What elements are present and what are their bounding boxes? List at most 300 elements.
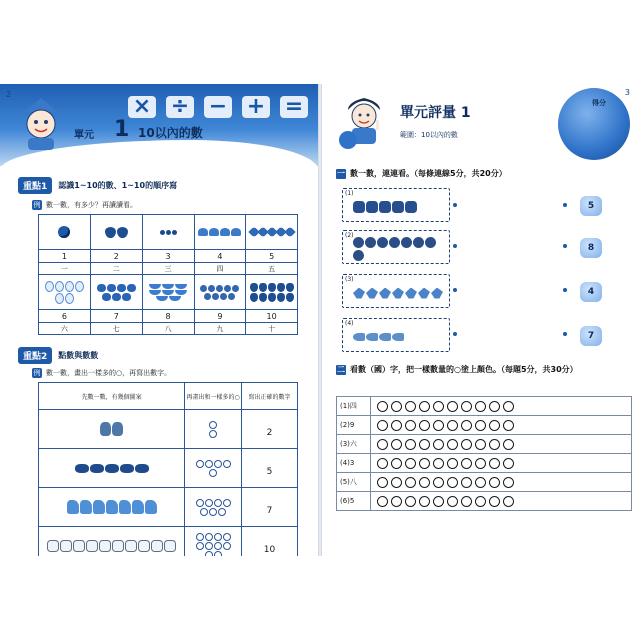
fillable-circle[interactable] [433,420,444,431]
answer-circle [223,542,231,550]
beetle-icon [379,201,391,213]
fillable-circle[interactable] [475,496,486,507]
apple-icon [117,284,126,292]
fillable-circle[interactable] [447,439,458,450]
answer-circle [214,499,222,507]
strawberry-icon [117,227,128,238]
instruction-text: 數一數，畫出一樣多的○，再寫出數字。 [46,369,172,377]
spider-icon [365,237,376,248]
egg-icon [65,293,74,304]
section-1-icon: 一 [337,168,345,178]
fillable-circle[interactable] [391,401,402,412]
row-label: (5)八 [337,473,371,492]
answer-circle [205,551,213,556]
ant-icon [90,464,104,473]
table-row [39,488,298,527]
count-answer: 10 [263,544,276,555]
hanzi-cell: 八 [142,323,194,335]
fillable-circle[interactable] [377,477,388,488]
fillable-circle[interactable] [489,477,500,488]
table-row [39,275,298,310]
plum-icon [232,285,239,292]
circle-group [205,421,221,438]
answer-circle [196,533,204,541]
number-cell: 9 [194,310,246,323]
fillable-circle[interactable] [503,458,514,469]
instruction-text: 數一數，有多少？再讀讀看。 [46,201,137,209]
fillable-circle[interactable] [377,496,388,507]
banana-icon [162,284,174,289]
fillable-circle[interactable] [419,420,430,431]
horse-icon [67,500,79,514]
circle-row [371,397,632,416]
fillable-circle[interactable] [461,496,472,507]
picture-cell-4 [194,215,246,250]
ant-icon [105,464,119,473]
number-cell: 6 [39,310,91,323]
match-dot-right[interactable] [563,244,567,248]
peach-icon [231,228,241,236]
column-header: 寫出正確的數字 [241,383,297,410]
banana-icon [162,290,174,295]
match-label: (3) [345,276,354,283]
spider-icon [401,237,412,248]
unit-title: 10以內的數 [138,126,203,140]
column-header: 先數一數，有幾個圖案 [39,383,185,410]
apple-icon [112,293,121,301]
fillable-circle[interactable] [419,401,430,412]
answer-cell [241,488,297,527]
cherry-icon [172,230,177,235]
plum-icon [212,293,219,300]
bird-icon [366,288,378,299]
row-label: (1)四 [337,397,371,416]
egg-icon [45,281,54,292]
answer-circle [223,460,231,468]
picture-cell [39,410,185,449]
fillable-circle[interactable] [377,439,388,450]
fillable-circle[interactable] [405,496,416,507]
table-row [337,435,632,454]
table-row [39,449,298,488]
dragonfly-icon [86,540,98,552]
picture-cell-8 [142,275,194,310]
fillable-circle[interactable] [461,458,472,469]
picture-cell-10 [246,275,298,310]
fillable-circle[interactable] [503,477,514,488]
unit-tag: 單元 [74,130,94,141]
gem-icon [277,283,285,292]
answer-circle [214,542,222,550]
dragonfly-icon [73,540,85,552]
left-page-number: 2 [6,90,12,99]
match-box-3 [342,274,450,308]
fillable-circle[interactable] [447,401,458,412]
bird-icon [431,288,443,299]
apple-icon [122,293,131,301]
table-row [337,492,632,511]
fillable-circle[interactable] [447,420,458,431]
horse-icon [80,500,92,514]
match-dot-left[interactable] [453,332,457,336]
ant-icon [120,464,134,473]
banana-icon [149,290,161,295]
answer-circle [214,551,222,556]
fillable-circle[interactable] [475,439,486,450]
fillable-circle[interactable] [433,401,444,412]
section-2-heading [336,364,626,375]
match-number: 7 [580,326,602,346]
circle-row [371,416,632,435]
answer-circle [209,430,217,438]
banana-icon [149,284,161,289]
assessment-title: 單元評量 1 [400,105,471,121]
egg-icon [75,281,84,292]
number-cell: 1 [39,250,91,263]
hanzi-cell: 一 [39,263,91,275]
table-row [39,263,298,275]
right-page-number: 3 [624,88,630,97]
fillable-circle[interactable] [489,401,500,412]
monkey-icon [100,422,111,436]
number-cell: 5 [246,250,298,263]
table-row [337,454,632,473]
score-label: 得分 [592,99,606,107]
table-row [39,410,298,449]
circle-group [193,533,233,556]
fillable-circle[interactable] [419,458,430,469]
fillable-circle[interactable] [447,477,458,488]
hanzi-cell: 五 [246,263,298,275]
fillable-circle[interactable] [391,477,402,488]
answer-circle [214,533,222,541]
fillable-circle[interactable] [391,420,402,431]
hanzi-cell: 十 [246,323,298,335]
answer-circle [200,508,208,516]
fillable-circle[interactable] [405,420,416,431]
count-answer: 2 [266,427,273,438]
match-dot-right[interactable] [563,203,567,207]
table-row [39,310,298,323]
horse-icon [145,500,157,514]
row-label: (4)3 [337,454,371,473]
peach-icon [209,228,219,236]
match-label: (2) [345,232,354,239]
fillable-circle[interactable] [475,477,486,488]
circle-row [371,473,632,492]
dragonfly-icon [60,540,72,552]
answer-cell [241,527,297,557]
circles-cell [185,527,242,557]
fillable-circle[interactable] [475,401,486,412]
number-cell: 10 [246,310,298,323]
spider-icon [413,237,424,248]
egg-icon [55,281,64,292]
gem-icon [250,293,258,302]
dragonfly-icon [125,540,137,552]
circle-group [193,499,233,516]
key-point-2-instruction [32,368,171,378]
spider-icon [377,237,388,248]
counting-table [38,382,298,556]
math-operators-strip [128,96,308,120]
fillable-circle[interactable] [433,496,444,507]
fillable-circle[interactable] [489,420,500,431]
right-page [322,84,640,556]
fillable-circle[interactable] [447,458,458,469]
key-point-2-text: 點數與數數 [58,350,99,360]
match-label: (4) [345,320,354,327]
minus-icon: − [204,96,232,118]
key-point-1-instruction [32,200,137,210]
answer-circle [205,542,213,550]
fillable-circle[interactable] [461,420,472,431]
answer-circle [205,499,213,507]
picture-cell-7 [90,275,142,310]
fillable-circle[interactable] [433,458,444,469]
numbers-1-to-10-table [38,214,298,335]
answer-circle [218,508,226,516]
fillable-circle[interactable] [503,439,514,450]
horse-icon [106,500,118,514]
hanzi-cell: 三 [142,263,194,275]
match-dot-left[interactable] [453,244,457,248]
match-box-2 [342,230,450,264]
hanzi-cell: 九 [194,323,246,335]
picture-cell-1 [39,215,91,250]
table-row [337,473,632,492]
bird-icon [392,288,404,299]
fillable-circle[interactable] [405,401,416,412]
table-row [39,527,298,557]
match-box-4 [342,318,450,352]
dragonfly-icon [99,540,111,552]
number-cell: 3 [142,250,194,263]
answer-circle [196,542,204,550]
fillable-circle[interactable] [447,496,458,507]
banana-icon [175,290,187,295]
leaf-icon [284,226,295,237]
left-page [0,84,319,556]
answer-circle [223,533,231,541]
beetle-icon [392,201,404,213]
fillable-circle[interactable] [377,420,388,431]
peach-icon [198,228,208,236]
plum-icon [200,285,207,292]
ant-icon [135,464,149,473]
picture-cell-5 [246,215,298,250]
fillable-circle[interactable] [377,401,388,412]
hanzi-cell: 四 [194,263,246,275]
number-cell: 7 [90,310,142,323]
table-row [39,323,298,335]
gem-icon [286,283,294,292]
match-number: 5 [580,196,602,216]
plum-icon [220,293,227,300]
match-dot-left[interactable] [453,203,457,207]
picture-cell-9 [194,275,246,310]
apple-icon [97,284,106,292]
cherry-icon [160,230,165,235]
match-dot-left[interactable] [453,288,457,292]
fillable-circle[interactable] [405,477,416,488]
row-label: (6)5 [337,492,371,511]
monkey-icon [112,422,123,436]
fillable-circle[interactable] [405,439,416,450]
fish-icon [379,333,391,341]
fillable-circle[interactable] [433,439,444,450]
ant-icon [75,464,89,473]
circles-cell [185,449,242,488]
apple-icon [107,284,116,292]
plum-icon [228,293,235,300]
table-row [39,215,298,250]
fillable-circle[interactable] [461,401,472,412]
hanzi-cell: 二 [90,263,142,275]
picture-cell [39,488,185,527]
spider-icon [353,237,364,248]
fillable-circle[interactable] [419,496,430,507]
row-label: (2)9 [337,416,371,435]
question-icon: 例 [33,369,41,377]
match-dot-right[interactable] [563,288,567,292]
number-cell: 8 [142,310,194,323]
plum-icon [208,285,215,292]
match-box-1 [342,188,450,222]
plum-icon [224,285,231,292]
horse-icon [119,500,131,514]
fillable-circle[interactable] [489,439,500,450]
gem-icon [286,293,294,302]
horse-icon [93,500,105,514]
section-2-text: 看數（國）字，把一樣數量的○塗上顏色。（每題5分，共30分） [350,365,578,374]
fillable-circle[interactable] [405,458,416,469]
section-1-text: 數一數，連連看。（每條連線5分，共20分） [350,169,507,178]
equals-icon: = [280,96,308,118]
key-point-1-label: 重點1 [18,177,52,194]
plum-icon [204,293,211,300]
row-label: (3)六 [337,435,371,454]
circle-group [193,460,233,477]
answer-circle [223,499,231,507]
fish-icon [353,333,365,341]
match-label: (1) [345,190,354,197]
fillable-circle[interactable] [489,496,500,507]
fillable-circle[interactable] [377,458,388,469]
beetle-icon [353,201,365,213]
egg-icon [55,293,64,304]
answer-circle [209,421,217,429]
fillable-circle[interactable] [391,439,402,450]
gem-icon [268,293,276,302]
picture-cell [39,527,185,557]
picture-cell [39,449,185,488]
count-answer: 7 [266,505,273,516]
table-row [337,416,632,435]
picture-cell-6 [39,275,91,310]
dragonfly-icon [47,540,59,552]
answer-circle [209,469,217,477]
fillable-circle[interactable] [391,496,402,507]
fillable-circle[interactable] [461,477,472,488]
key-point-2 [18,346,98,364]
apple-icon [127,284,136,292]
fillable-circle[interactable] [419,439,430,450]
key-point-1 [18,176,177,194]
match-dot-right[interactable] [563,332,567,336]
table-header-row [39,383,298,410]
fillable-circle[interactable] [503,496,514,507]
banana-icon [156,296,168,301]
key-point-2-label: 重點2 [18,347,52,364]
answer-cell [241,449,297,488]
beetle-icon [366,201,378,213]
answer-circle [205,460,213,468]
cherry-icon [166,230,171,235]
fillable-circle[interactable] [391,458,402,469]
egg-icon [65,281,74,292]
hanzi-cell: 七 [90,323,142,335]
table-row [39,250,298,263]
fish-icon [366,333,378,341]
picture-cell-2 [90,215,142,250]
apple-icon [102,293,111,301]
answer-circle [196,499,204,507]
fillable-circle[interactable] [461,439,472,450]
match-number: 4 [580,282,602,302]
plus-icon: + [242,96,270,118]
gem-icon [250,283,258,292]
fish-icon [392,333,404,341]
fillable-circle[interactable] [433,477,444,488]
gem-icon [268,283,276,292]
peach-icon [220,228,230,236]
fillable-circle[interactable] [475,420,486,431]
workbook-spread [0,84,640,556]
spider-icon [425,237,436,248]
answer-cell [241,410,297,449]
dragonfly-icon [112,540,124,552]
fillable-circle[interactable] [419,477,430,488]
answer-circle [196,460,204,468]
horse-icon [132,500,144,514]
times-icon: × [128,96,156,118]
fillable-circle[interactable] [503,401,514,412]
key-point-1-text: 認識1~10的數、1~10的順序寫 [58,180,178,190]
circles-cell [185,410,242,449]
banana-icon [169,296,181,301]
bird-icon [405,288,417,299]
section-1-heading [336,168,507,179]
assessment-range: 範圍：10以內的數 [400,131,458,139]
question-icon: 例 [33,201,41,209]
answer-circle [209,508,217,516]
strawberry-icon [105,227,116,238]
bird-icon [379,288,391,299]
circle-row [371,454,632,473]
fillable-circle[interactable] [503,420,514,431]
section-2-icon: 二 [337,364,345,374]
spider-icon [353,250,364,261]
number-cell: 4 [194,250,246,263]
divide-icon: ÷ [166,96,194,118]
gem-icon [277,293,285,302]
fill-circles-table [336,396,632,511]
count-answer: 5 [266,466,273,477]
dragonfly-icon [138,540,150,552]
fillable-circle[interactable] [475,458,486,469]
fillable-circle[interactable] [489,458,500,469]
